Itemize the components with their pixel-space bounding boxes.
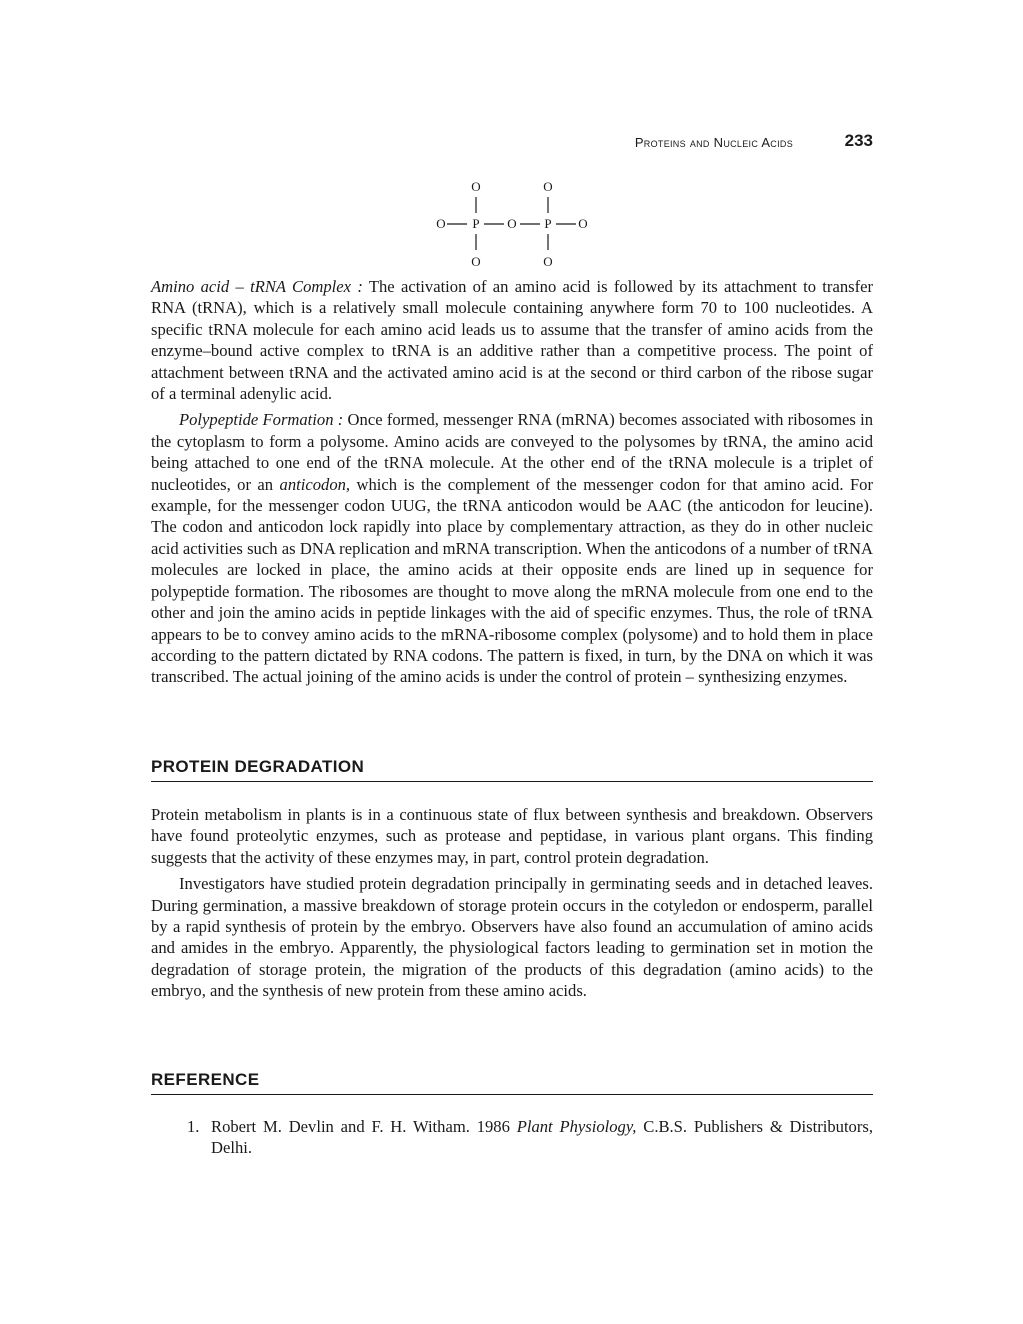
formula-atom: O bbox=[507, 216, 517, 231]
reference-title: Plant Physiology, bbox=[516, 1117, 637, 1136]
reference-list bbox=[151, 1116, 873, 1159]
formula-atom: O bbox=[471, 254, 481, 269]
paragraph: Protein metabolism in plants is in a continuous state of flux between synthesis and breakdown. Observers have found proteolytic enzymes, such as protease and peptidase, in various plant organs. This finding suggests that the activity of these enzymes may, in part, control protein degradation. bbox=[151, 805, 873, 867]
formula-atom: O bbox=[471, 179, 481, 194]
paragraph: Investigators have studied protein degradation principally in germinating seeds and in detached leaves. During germination, a massive breakdown of storage protein occurs in the cotyledon or endosperm, parallel by a rapid synthesis of protein by the embryo. Observers have also found an accumulation of amino acids and amides in the embryo. Apparently, the physiological factors leading to germination set in motion the degradation of storage protein, the migration of the products of this degradation (amino acids) to the embryo, and the synthesis of new protein from these amino acids. bbox=[151, 874, 873, 1001]
page-number: 233 bbox=[844, 131, 873, 150]
reference-item bbox=[151, 1116, 873, 1159]
pyrophosphate-structure bbox=[431, 176, 591, 272]
paragraph-text: which is the complement of the messenger codon for that amino acid. For example, for the messenger codon UUG, the tRNA anticodon would be AAC (the anticodon for leucine). The codon and anticodon lock rapidly into place by complementary attraction, as they do in other nucleic acid activities such as DNA replication and mRNA transcription. When the anticodons of a number of tRNA molecules are locked in place, the amino acids at their opposite ends are lined up in sequence for polypeptide formation. The ribosomes are thought to move along the mRNA molecule from one end to the other and join the amino acids in peptide linkages with the aid of specific enzymes. Thus, the role of tRNA appears to be to convey amino acids to the mRNA-ribosome complex (polysome) and to hold them in place according to the pattern dictated by RNA codons. The pattern is fixed, in turn, by the DNA on which it was transcribed. The actual joining of the amino acids is under the control of protein – synthesizing enzymes. bbox=[151, 474, 873, 687]
pyrophosphate-formula bbox=[431, 176, 591, 272]
trna-section bbox=[151, 276, 873, 688]
formula-atom: O bbox=[543, 179, 553, 194]
formula-atom: O bbox=[436, 216, 446, 231]
anticodon-term: anticodon, bbox=[279, 474, 351, 494]
formula-atom: P bbox=[472, 216, 480, 231]
running-title: Proteins and Nucleic Acids bbox=[634, 135, 793, 150]
formula-atom: P bbox=[544, 216, 552, 231]
reference-publisher: C.B.S. Publishers & Distributors, Delhi. bbox=[211, 1117, 873, 1158]
paragraph-lead: Amino acid – tRNA Complex : bbox=[151, 277, 363, 296]
reference-authors: Robert M. Devlin and F. H. Witham. 1986 bbox=[211, 1117, 517, 1136]
reference-number: 1. bbox=[187, 1117, 200, 1136]
formula-atom: O bbox=[578, 216, 588, 231]
protein-degradation-heading: PROTEIN DEGRADATION bbox=[151, 757, 873, 782]
reference-heading: REFERENCE bbox=[151, 1070, 873, 1095]
paragraph-polypeptide-formation bbox=[151, 409, 873, 687]
running-head bbox=[151, 131, 873, 155]
formula-atom: O bbox=[543, 254, 553, 269]
paragraph-lead: Polypeptide Formation : bbox=[179, 410, 344, 430]
protein-degradation-section bbox=[151, 804, 873, 1002]
paragraph-text: Once formed, messenger RNA (mRNA) becomes associated with ribosomes in the cytoplasm to form a polysome. Amino acids are conveyed to the polysomes by tRNA, the amino acid being attached to one end of the tRNA molecule. At the other end of the tRNA molecule is a triplet of nucleotides, or an bbox=[151, 410, 874, 494]
paragraph-amino-acid-trna bbox=[151, 276, 873, 404]
paragraph-text: The activation of an amino acid is followed by its attachment to transfer RNA (tRNA), which is a relatively small molecule containing anywhere form 70 to 100 nucleotides. A specific tRNA molecule for each amino acid leads us to assume that the transfer of amino acids from the enzyme–bound active complex to tRNA is an additive rather than a competitive process. The point of attachment between tRNA and the activated amino acid is at the second or third carbon of the ribose sugar of a terminal adenylic acid. bbox=[151, 277, 873, 404]
